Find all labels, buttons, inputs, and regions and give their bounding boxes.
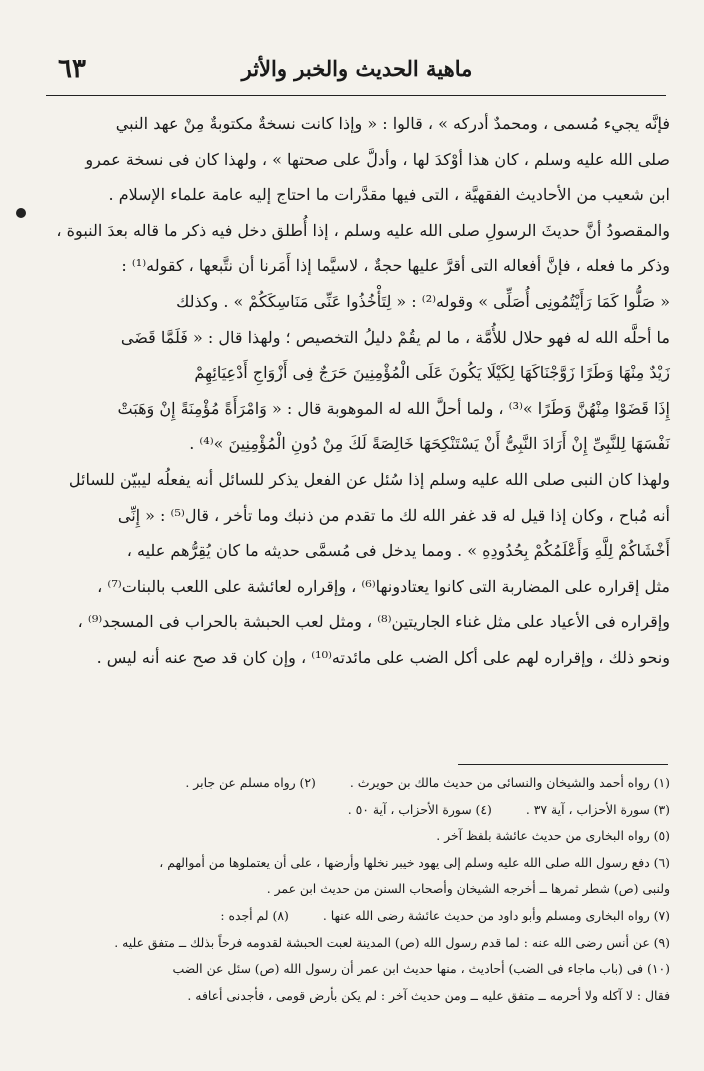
footnote: (١) رواه أحمد والشيخان والنسائى من حديث مالك بن حويرث .: [349, 775, 670, 790]
body-line: والمقصودُ أنَّ حديثَ الرسولِ صلى الله عليه وسلم ، إذا أُطلق دخل فيه ذكر ما قاله بعدَ النبوة ،: [56, 220, 670, 240]
footnotes: [50, 770, 670, 1009]
header-rule: [46, 95, 666, 96]
footnote-row: [50, 797, 670, 824]
body-line: مثل إقراره على المضاربة التى كانوا يعتادونها⁽⁶⁾ ، وإقراره لعائشة على اللعب بالبنات⁽⁷⁾ ،: [97, 576, 670, 596]
body-line: أنه مُباح ، وكان إذا قيل له قد غفر الله لك ما تقدم من ذنبك وما تأخر ، قال⁽⁵⁾ : « إِنِّى: [117, 505, 670, 525]
body-line: ابن شعيب من الأحاديث الفقهيَّة ، التى فيها مقدَّرات ما احتاج إليه عامة علماء الإسلام .: [108, 185, 670, 205]
footnote-row: [50, 983, 670, 1010]
footnote-rule: [458, 764, 668, 765]
footnote: (٢) رواه مسلم عن جابر .: [185, 775, 316, 790]
footnote-row: [50, 930, 670, 957]
footnote: (٥) رواه البخارى من حديث عائشة بلفظ آخر .: [436, 828, 670, 844]
body-line: نَفْسَهَا لِلنَّبِىِّ إِنْ أَرَادَ النَّبِىُّ أَنْ يَسْتَنْكِحَهَا خَالِصَةً لَكَ مِنْ دُونِ الْمُؤْمِنِينَ »⁽⁴⁾ .: [189, 434, 670, 454]
footnote: (٩) عن أنس رضى الله عنه : لما قدم رسول الله (ص) المدينة لعبت الحبشة لقدومه فرحاً بذلك ــ متفق عليه .: [114, 934, 670, 950]
body-line: « صَلُّوا كَمَا رَأَيْتُمُونِى أُصَلِّى » وقوله⁽²⁾ : « لِتَأْخُذُوا عَنِّى مَنَاسِكَكُمْ » . وكذلك: [176, 291, 670, 311]
body-line: صلى الله عليه وسلم ، كان هذا أوْكدَ لها ، وأدلَّ على صحتها » ، ولهذا كان فى نسخة عمرو: [85, 149, 670, 169]
footnote: (٤) سورة الأحزاب ، آية ٥٠ .: [347, 801, 492, 817]
footnote: (٨) لم أجده :: [220, 907, 289, 923]
body-line: وذكر ما فعله ، فإنَّ أفعاله التى أقرَّ عليها حجةٌ ، لاسيَّما إذا أَمَرنا أن نتَّبعها ، كقوله⁽¹⁾ :: [121, 256, 670, 276]
page-header: [46, 52, 668, 92]
page-number: ٦٣: [58, 54, 86, 84]
body-line: زَيْدٌ مِنْهَا وَطَرًا زَوَّجْنَاكَهَا لِكَيْلَا يَكُونَ عَلَى الْمُؤْمِنِينَ حَرَجٌ فِى أَزْوَاجِ أَدْعِيَائِهِمْ: [194, 363, 670, 383]
body-line: ونحو ذلك ، وإقراره لهم على أكل الضب على مائدته⁽¹⁰⁾ ، وإن كان قد صح عنه أنه ليس .: [96, 647, 670, 667]
footnote-row: [50, 770, 670, 797]
footnote-row: [50, 956, 670, 983]
footnote-row: [50, 823, 670, 850]
footnote-row: [50, 876, 670, 903]
body-line: وإقراره فى الأعياد على مثل غناء الجاريتين⁽⁸⁾ ، ومثل لعب الحبشة بالحراب فى المسجد⁽⁹⁾ ،: [77, 612, 670, 632]
body-text: [50, 106, 670, 676]
footnote-row: [50, 850, 670, 877]
footnote: (١٠) فى (باب ماجاء فى الضب) أحاديث ، منها حديث ابن عمر أن رسول الله (ص) سئل عن الضب: [172, 961, 670, 977]
body-line: ما أحلَّه الله له فهو حلال للأُمَّة ، ما لم يقُمْ دليلُ التخصيص ؛ ولهذا قال : « فَلَمَّا قَضَى: [120, 327, 670, 347]
footnote: (٧) رواه البخارى ومسلم وأبو داود من حديث عائشة رضى الله عنها .: [322, 907, 670, 923]
footnote: ولنبى (ص) شطر ثمرها ــ أخرجه الشيخان وأصحاب السنن من حديث ابن عمر .: [266, 881, 670, 897]
running-title: ماهية الحديث والخبر والأثر: [241, 56, 473, 81]
footnote-row: [50, 903, 670, 930]
body-line: فإنَّه يجيء مُسمى ، ومحمدٌ أدركه » ، قالوا : « وإذا كانت نسخةٌ مكتوبةٌ مِنْ عهد النبي: [115, 114, 670, 133]
footnote: (٣) سورة الأحزاب ، آية ٣٧ .: [525, 801, 670, 817]
footnote: (٦) دفع رسول الله صلى الله عليه وسلم إلى يهود خيبر نخلها وأرضها ، على أن يعتملوها من أموالهم ،: [159, 854, 670, 870]
body-line: أَخْشَاكُمْ لِلَّهِ وَأَعْلَمُكُمْ بِحُدُودِهِ » . ومما يدخل فى مُسمَّى حديثه ما كان يُقِرُّهم عليه ،: [126, 541, 670, 561]
body-line: ولهذا كان النبى صلى الله عليه وسلم إذا سُئل عن الفعل يذكر للسائل أنه يفعلُه ليبيّن للسائل: [68, 469, 670, 489]
footnote: فقال : لا آكله ولا أحرمه ــ متفق عليه ــ ومن حديث آخر : لم يكن بأرض قومى ، فأجدنى أعافه .: [187, 987, 670, 1003]
margin-mark-icon: [16, 208, 26, 218]
body-line: إِذَا قَضَوْا مِنْهُنَّ وَطَرًا »⁽³⁾ ، ولما أحلَّ الله له الموهوبة قال : « وَامْرَأَةً مُؤْمِنَةً إِنْ وَهَبَتْ: [117, 398, 670, 418]
